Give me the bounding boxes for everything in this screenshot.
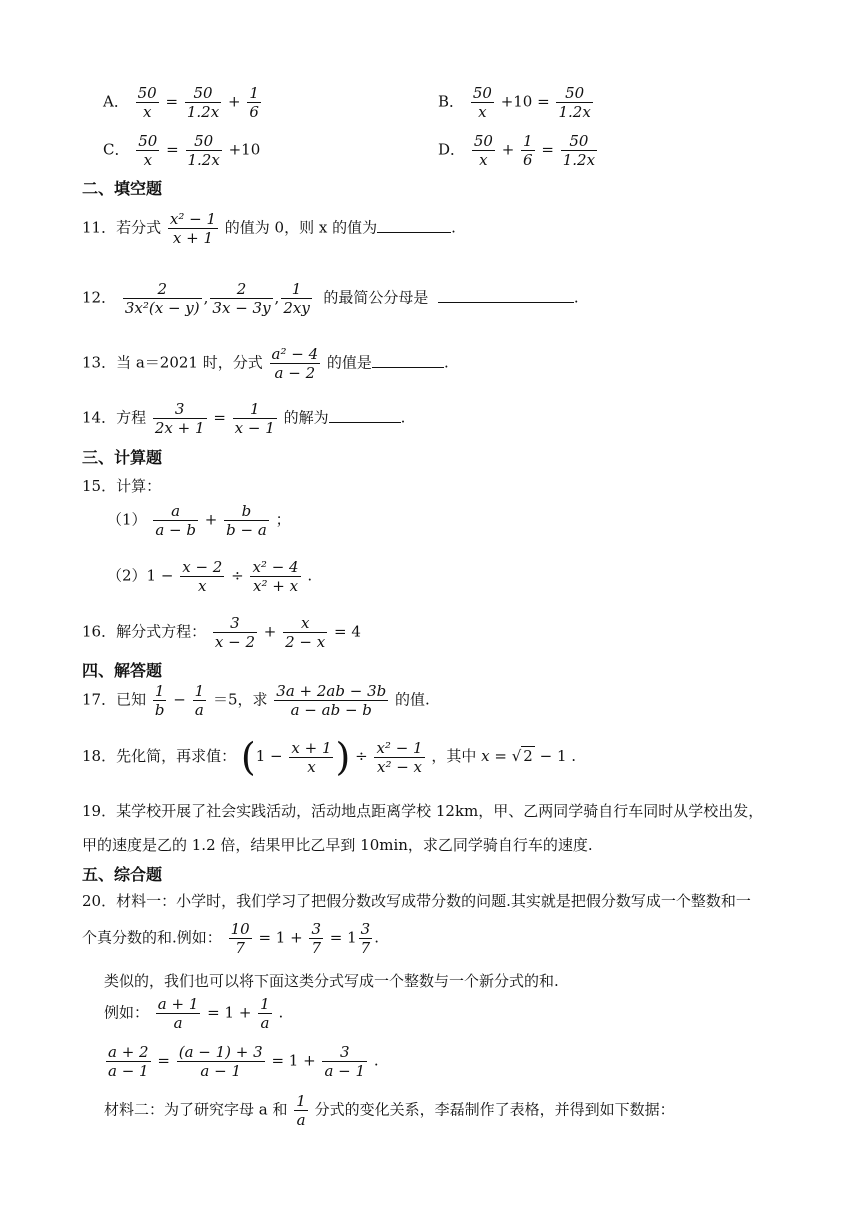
fraction: $\frac{a + 1}{a}$ — [157, 995, 199, 1032]
option-d: D． $\frac{50}{x}$ + $\frac{1}{6}$ = $\frac{50}{1.2x}$ — [438, 132, 596, 169]
answer-blank — [329, 408, 401, 423]
question-15-part-1: （1） $\frac{a}{a - b}$ + $\frac{b}{b - a}$ ； — [107, 502, 291, 539]
question-12: 12． $\frac{2}{\text{3x²(x − y)}}$ , $\frac{2}{3x - 3y}$ , $\frac{1}{2xy}$ 的最简公分母是 . — [82, 280, 579, 317]
question-20-line-2: 个真分数的和.例如： $\frac{10}{7}$ = 1 + $\frac{3}{7}$ = 1 $\frac{3}{7}$ . — [82, 920, 379, 957]
fraction: $\frac{50}{1.2x}$ — [187, 132, 220, 169]
question-19-line-2: 甲的速度是乙的 1.2 倍，结果甲比乙早到 10min，求乙同学骑自行车的速度. — [82, 836, 593, 854]
section-title-answer: 四、解答题 — [82, 661, 163, 680]
section-title-fill-in: 二、填空题 — [82, 179, 163, 198]
fraction: $\frac{x - 2}{x}$ — [182, 558, 223, 595]
question-17: 17．已知 $\frac{1}{b}$ − $\frac{1}{a}$ ＝5，求 $\frac{3a + 2ab - 3b}{a - ab - b}$ 的值. — [82, 682, 430, 719]
question-19-line-1: 19．某学校开展了社会实践活动，活动地点距离学校 12km，甲、乙两同学骑自行车同时从学校出发， — [82, 802, 764, 820]
question-18: 18．先化简，再求值： (1 − $\frac{x + 1}{x}$ ) ÷ $\frac{\text{x² − 1}}{\text{x² − x}}$ ，其中 x = √ 2 − 1 . — [82, 735, 577, 779]
fraction: $\frac{\text{x² − 1}}{\text{x² − x}}$ — [376, 738, 423, 776]
fraction: $\frac{1}{a}$ — [296, 1092, 306, 1129]
fraction: $\frac{50}{1.2x}$ — [562, 132, 596, 169]
fraction: $\frac{3}{7}$ — [360, 920, 371, 957]
fraction: $\frac{a + 2}{a - 1}$ — [108, 1043, 149, 1080]
fraction: $\frac{\text{x² − 1}}{x + 1}$ — [169, 210, 216, 247]
fraction: $\frac{1}{2xy}$ — [283, 280, 310, 317]
question-16: 16．解分式方程： $\frac{3}{x - 2}$ + $\frac{x}{2 - x}$ = 4 — [82, 614, 361, 651]
fraction: $\frac{3}{a - 1}$ — [324, 1043, 366, 1080]
fraction: $\frac{3}{7}$ — [311, 920, 321, 957]
fraction: $\frac{3a + 2ab - 3b}{a - ab - b}$ — [276, 682, 387, 719]
question-20-line-3: 类似的，我们也可以将下面这类分式写成一个整数与一个新分式的和. — [104, 972, 559, 990]
fraction: $\frac{50}{1.2x}$ — [558, 84, 591, 121]
fraction: $\frac{x + 1}{x}$ — [291, 738, 332, 776]
fraction: $\frac{1}{6}$ — [249, 84, 259, 121]
question-20-example-2: $\frac{a + 2}{a - 1}$ = $\frac{(a - 1) + 3}{a - 1}$ = 1 + $\frac{3}{a - 1}$ . — [108, 1043, 379, 1080]
option-a: A． $\frac{50}{x}$ = $\frac{50}{1.2x}$ + $\frac{1}{6}$ — [103, 84, 259, 121]
question-13: 13．当 a＝2021 时，分式 $\frac{\text{a² − 4}}{a - 2}$ 的值是 . — [82, 345, 449, 382]
fraction: $\frac{a}{a - b}$ — [155, 502, 196, 539]
fraction: $\frac{50}{x}$ — [137, 84, 157, 121]
question-20-line-4: 材料二：为了研究字母 a 和 $\frac{1}{a}$ 分式的变化关系，李磊制作了表格，并得到如下数据： — [104, 1092, 675, 1129]
fraction: $\frac{1}{x - 1}$ — [234, 400, 275, 437]
option-b: B． $\frac{50}{x}$ +10 = $\frac{50}{1.2x}$ — [438, 84, 591, 121]
fraction: $\frac{(a - 1) + 3}{a - 1}$ — [178, 1043, 263, 1080]
question-15-part-2: （2）1 − $\frac{x - 2}{x}$ ÷ $\frac{\text{x² − 4}}{\text{x² + x}}$ . — [107, 558, 313, 595]
question-14: 14．方程 $\frac{3}{2x + 1}$ = $\frac{1}{x - 1}$ 的解为 . — [82, 400, 406, 437]
answer-blank — [377, 218, 451, 233]
section-title-comprehensive: 五、综合题 — [82, 865, 163, 884]
fraction: $\frac{2}{3x - 3y}$ — [212, 280, 271, 317]
section-title-calculation: 三、计算题 — [82, 448, 163, 467]
question-11: 11．若分式 $\frac{\text{x² − 1}}{x + 1}$ 的值为 0，则 x 的值为 . — [82, 210, 456, 247]
fraction: $\frac{\text{a² − 4}}{a - 2}$ — [271, 345, 319, 382]
question-15-title: 15．计算： — [82, 477, 162, 495]
answer-blank — [372, 353, 444, 368]
fraction: $\frac{10}{7}$ — [230, 920, 250, 957]
option-c: C． $\frac{50}{x}$ = $\frac{50}{1.2x}$ +10 — [103, 132, 261, 169]
question-20-example-1: 例如： $\frac{a + 1}{a}$ = 1 + $\frac{1}{a}$ . — [104, 995, 284, 1032]
fraction: $\frac{b}{b - a}$ — [226, 502, 267, 539]
fraction: $\frac{1}{a}$ — [194, 682, 205, 719]
fraction: $\frac{3}{x - 2}$ — [214, 614, 255, 651]
fraction: $\frac{x}{2 - x}$ — [285, 614, 326, 651]
fraction: $\frac{2}{\text{3x²(x − y)}}$ — [124, 280, 200, 317]
fraction: $\frac{1}{b}$ — [154, 682, 165, 719]
fraction: $\frac{3}{2x + 1}$ — [154, 400, 205, 437]
fraction: $\frac{1}{6}$ — [523, 132, 533, 169]
fraction: $\frac{50}{x}$ — [472, 84, 492, 121]
fraction: $\frac{50}{x}$ — [473, 132, 493, 169]
fraction: $\frac{50}{x}$ — [138, 132, 158, 169]
fraction: $\frac{1}{a}$ — [260, 995, 270, 1032]
answer-blank — [438, 288, 574, 303]
fraction: $\frac{\text{x² − 4}}{\text{x² + x}}$ — [252, 558, 299, 595]
fraction: $\frac{50}{1.2x}$ — [186, 84, 220, 121]
question-20-line-1: 20．材料一：小学时，我们学习了把假分数改写成带分数的问题.其实就是把假分数写成一个整数和一 — [82, 892, 751, 910]
